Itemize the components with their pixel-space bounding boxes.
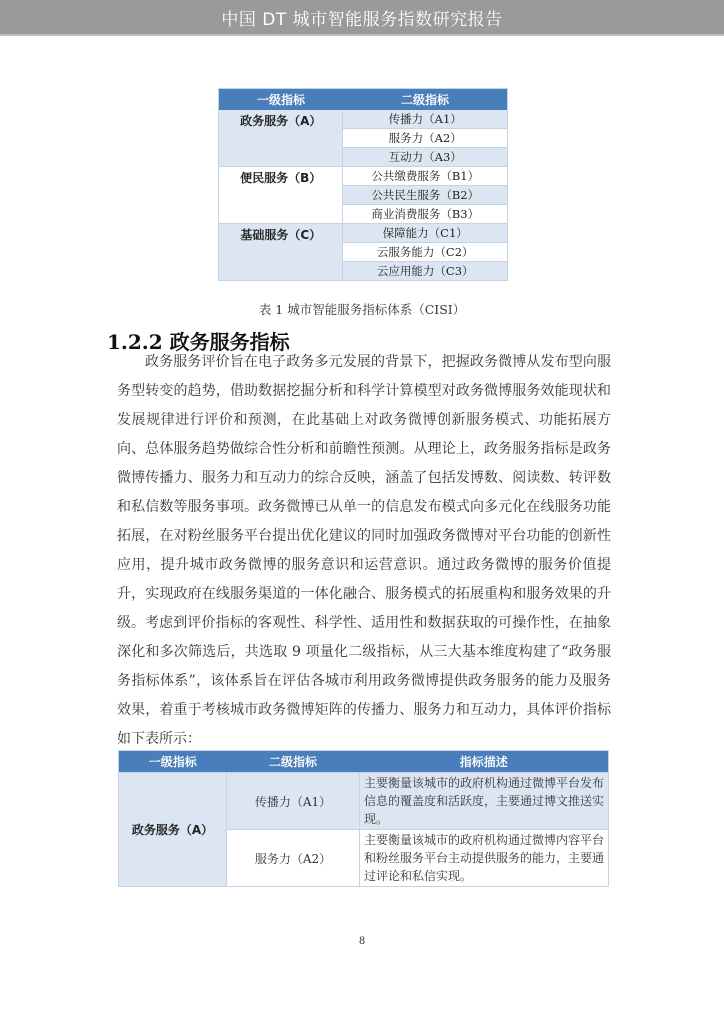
body-paragraph: 考虑到评价指标的客观性、科学性、适用性和数据获取的可操作性，在抽象深化和多次筛选后，共选取 9 项量化二级指标，从三大基本维度构建了“政务服务指标体系”，该体系旨在评估各城市利用政务微博提供政务服务的能力及服务效果，着重于考核城市政务微博矩阵的传播力、服务力和互动力，具体评价指标如下表所示： — [117, 615, 611, 747]
table-caption: 表 1 城市智能服务指标体系（CISI） — [258, 302, 466, 317]
body-paragraph: 政务服务评价旨在电子政务多元发展的背景下，把握政务微博从发布型向服务型转变的趋势，借助数据挖掘分析和科学计算模型对政务微博服务效能现状和发展规律进行评价和预测，在此基础上对政务微博创新服务模式、功能拓展方向、总体服务趋势做综合性分析和前瞻性预测。从理论上，政务服务指标是政务微博传播力、服务力和互动力的综合反映，涵盖了包括发博数、阅读数、转评数和私信数等服务事项。政务微博已从单一的信息发布模式向多元化在线服务功能拓展，在对粉丝服务平台提出优化建议的同时加强政务微博对平台功能的创新性应用，提升城市政务微博的服务意识和运营意识。通过政务微博的服务价值提升，实现政府在线服务渠道的一体化融合、服务模式的拓展重构和服务效果的升级。 — [117, 354, 611, 631]
column-header: 指标描述 — [360, 751, 609, 773]
table-header-row — [119, 751, 609, 773]
indicator-system-table — [218, 88, 508, 281]
report-header-banner — [0, 0, 724, 36]
level1-cell: 基础服务（C） — [219, 224, 343, 281]
level2-cell: 互动力（A3） — [343, 148, 508, 167]
level2-cell: 传播力（A1） — [343, 110, 508, 129]
level2-cell: 传播力（A1） — [227, 773, 360, 830]
level2-cell: 公共民生服务（B2） — [343, 186, 508, 205]
level1-cell: 便民服务（B） — [219, 167, 343, 224]
level2-cell: 服务力（A2） — [227, 830, 360, 887]
level2-cell: 云服务能力（C2） — [343, 243, 508, 262]
table-row — [219, 224, 508, 243]
level2-cell: 保障能力（C1） — [343, 224, 508, 243]
section-heading: 1.2.2 政务服务指标 — [107, 330, 290, 354]
column-header: 二级指标 — [343, 89, 508, 111]
table-row — [219, 167, 508, 186]
level1-cell: 政务服务（A） — [219, 110, 343, 167]
column-header: 一级指标 — [219, 89, 343, 111]
description-cell: 主要衡量该城市的政府机构通过微博内容平台和粉丝服务平台主动提供服务的能力，主要通过评论和私信实现。 — [360, 830, 609, 887]
table-header-row — [219, 89, 508, 111]
level1-cell: 政务服务（A） — [119, 773, 227, 887]
report-title: 中国 DT 城市智能服务指数研究报告 — [221, 9, 503, 30]
description-cell: 主要衡量该城市的政府机构通过微博平台发布信息的覆盖度和活跃度，主要通过博文推送实现。 — [360, 773, 609, 830]
level2-cell: 商业消费服务（B3） — [343, 205, 508, 224]
table-row — [219, 110, 508, 129]
government-service-indicator-table — [118, 750, 609, 887]
column-header: 二级指标 — [227, 751, 360, 773]
level2-cell: 公共缴费服务（B1） — [343, 167, 508, 186]
table-row — [119, 773, 609, 830]
level2-cell: 服务力（A2） — [343, 129, 508, 148]
page-number: 8 — [358, 936, 366, 947]
level2-cell: 云应用能力（C3） — [343, 262, 508, 281]
column-header: 一级指标 — [119, 751, 227, 773]
